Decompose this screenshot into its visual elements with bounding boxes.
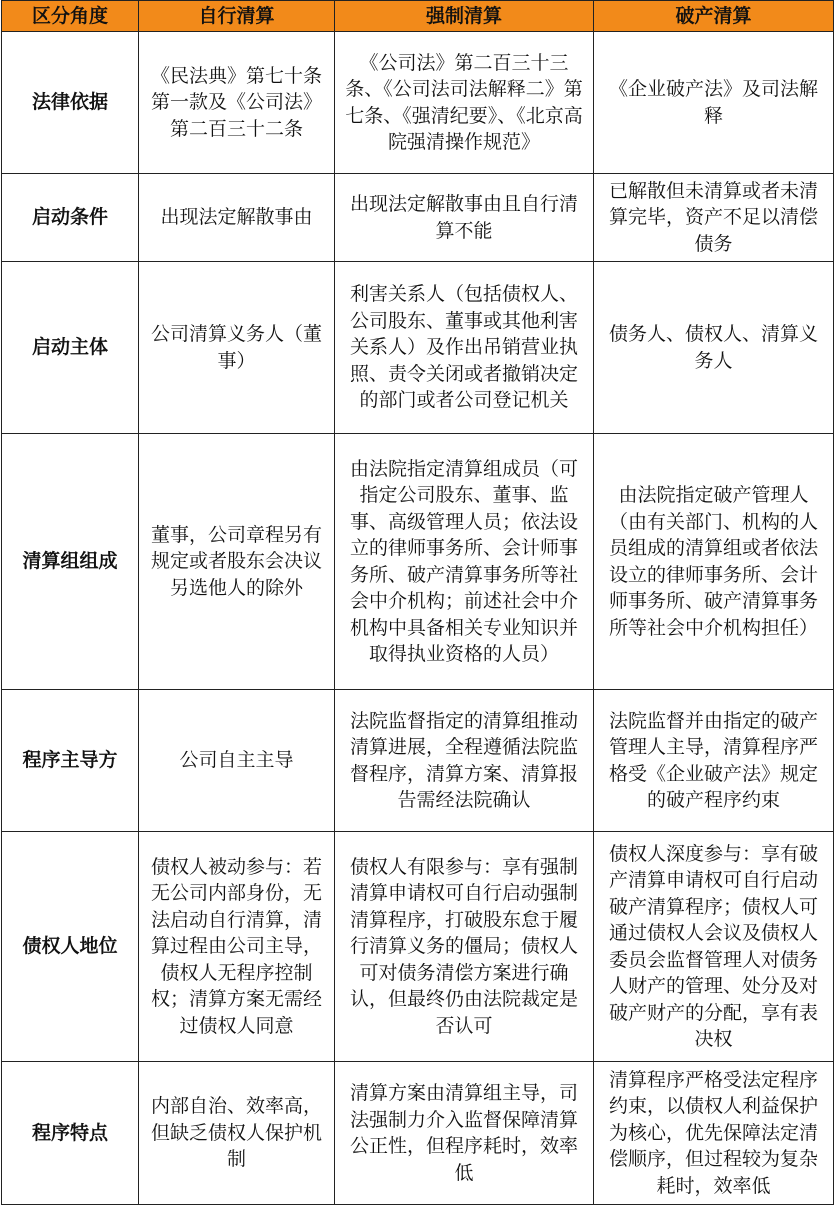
self-cell: 公司自主主导 <box>139 690 335 832</box>
row-label: 启动条件 <box>2 174 139 262</box>
self-cell: 内部自治、效率高，但缺乏债权人保护机制 <box>139 1062 335 1205</box>
header-row <box>2 1 834 32</box>
forced-cell: 《公司法》第二百三十三条、《公司法司法解释二》第七条、《强清纪要》、《北京高院强清操作规范》 <box>335 32 594 174</box>
row-label: 程序主导方 <box>2 690 139 832</box>
bankrupt-cell: 债权人深度参与：享有破产清算申请权可自行启动破产清算程序；债权人可通过债权人会议及债权人委员会监督管理人对债务人财产的管理、处分及对破产财产的分配，享有表决权 <box>594 832 834 1062</box>
bankrupt-cell: 《企业破产法》及司法解释 <box>594 32 834 174</box>
forced-cell: 由法院指定清算组成员（可指定公司股东、董事、监事、高级管理人员；依法设立的律师事务所、会计师事务所、破产清算事务所等社会中介机构；前述社会中介机构中具备相关专业知识并取得执业资格的人员） <box>335 434 594 690</box>
row-label: 启动主体 <box>2 262 139 434</box>
table-row <box>2 262 834 434</box>
forced-cell: 出现法定解散事由且自行清算不能 <box>335 174 594 262</box>
table-row <box>2 32 834 174</box>
bankrupt-cell: 已解散但未清算或者未清算完毕，资产不足以清偿债务 <box>594 174 834 262</box>
table-row <box>2 832 834 1062</box>
row-label: 程序特点 <box>2 1062 139 1205</box>
forced-cell: 债权人有限参与：享有强制清算申请权可自行启动强制清算程序，打破股东怠于履行清算义务的僵局；债权人可对债务清偿方案进行确认，但最终仍由法院裁定是否认可 <box>335 832 594 1062</box>
row-label: 债权人地位 <box>2 832 139 1062</box>
bankrupt-cell: 由法院指定破产管理人（由有关部门、机构的人员组成的清算组或者依法设立的律师事务所、会计师事务所、破产清算事务所等社会中介机构担任） <box>594 434 834 690</box>
self-cell: 《民法典》第七十条第一款及《公司法》第二百三十二条 <box>139 32 335 174</box>
table-row <box>2 174 834 262</box>
header-bankruptcy-liquidation: 破产清算 <box>594 1 834 32</box>
header-forced-liquidation: 强制清算 <box>335 1 594 32</box>
header-self-liquidation: 自行清算 <box>139 1 335 32</box>
bankrupt-cell: 清算程序严格受法定程序约束，以债权人利益保护为核心，优先保障法定清偿顺序，但过程较为复杂耗时，效率低 <box>594 1062 834 1205</box>
self-cell: 公司清算义务人（董事） <box>139 262 335 434</box>
table-row <box>2 690 834 832</box>
table-row <box>2 1062 834 1205</box>
self-cell: 债权人被动参与：若无公司内部身份，无法启动自行清算，清算过程由公司主导，债权人无程序控制权；清算方案无需经过债权人同意 <box>139 832 335 1062</box>
header-aspect: 区分角度 <box>2 1 139 32</box>
self-cell: 出现法定解散事由 <box>139 174 335 262</box>
forced-cell: 利害关系人（包括债权人、公司股东、董事或其他利害关系人）及作出吊销营业执照、责令关闭或者撤销决定的部门或者公司登记机关 <box>335 262 594 434</box>
self-cell: 董事，公司章程另有规定或者股东会决议另选他人的除外 <box>139 434 335 690</box>
row-label: 清算组组成 <box>2 434 139 690</box>
bankrupt-cell: 债务人、债权人、清算义务人 <box>594 262 834 434</box>
row-label: 法律依据 <box>2 32 139 174</box>
comparison-table <box>1 0 834 1205</box>
forced-cell: 法院监督指定的清算组推动清算进展，全程遵循法院监督程序，清算方案、清算报告需经法院确认 <box>335 690 594 832</box>
forced-cell: 清算方案由清算组主导，司法强制力介入监督保障清算公正性，但程序耗时，效率低 <box>335 1062 594 1205</box>
table-row <box>2 434 834 690</box>
bankrupt-cell: 法院监督并由指定的破产管理人主导，清算程序严格受《企业破产法》规定的破产程序约束 <box>594 690 834 832</box>
